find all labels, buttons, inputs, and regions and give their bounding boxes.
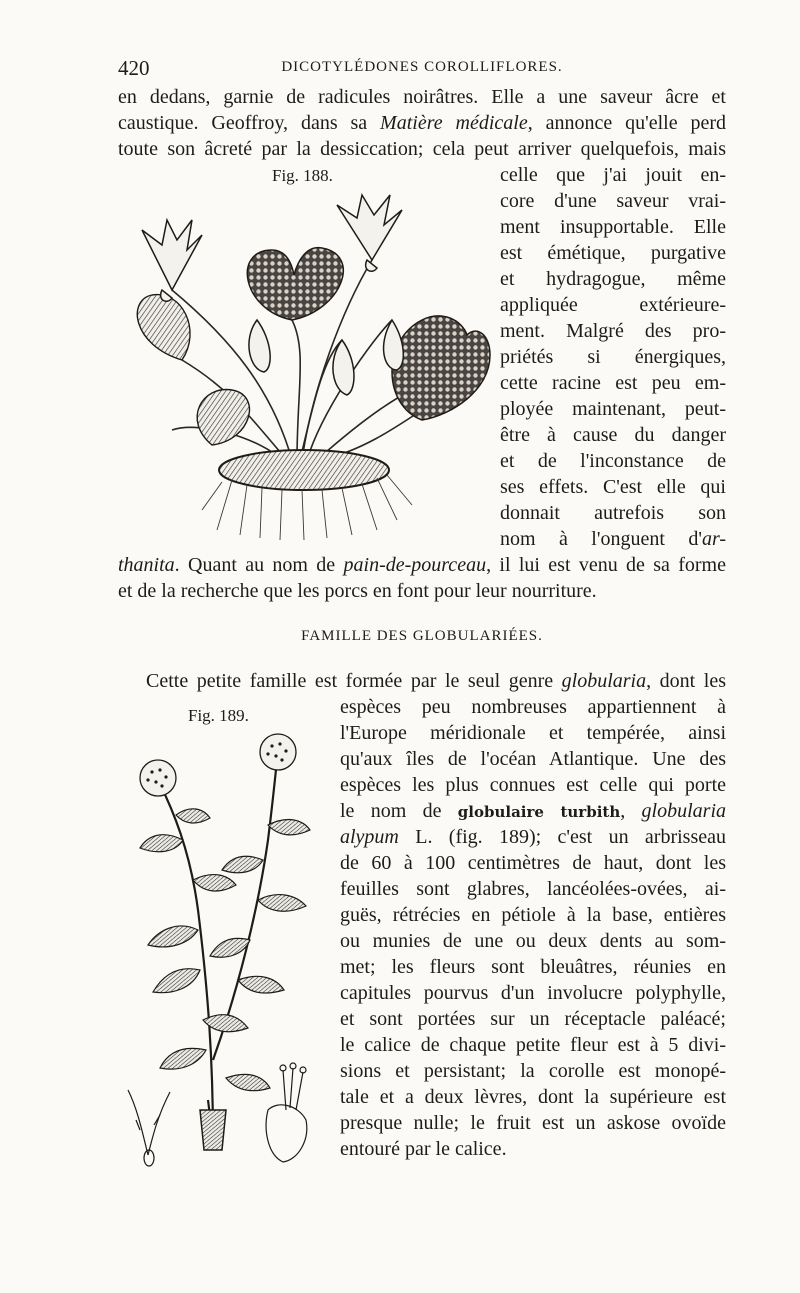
text-line: toute son âcreté par la dessiccation; cela peut arriver quelquefois, mais xyxy=(118,138,726,160)
text-line: presque nulle; le fruit est un askose ovoïde xyxy=(340,1112,726,1134)
text-line: entouré par le calice. xyxy=(340,1138,507,1160)
text-line: qu'aux îles de l'océan Atlantique. Une des xyxy=(340,748,726,770)
figure-189-caption: Fig. 189. xyxy=(188,706,249,725)
text-line: feuilles sont glabres, lancéolées-ovées, ai- xyxy=(340,878,726,900)
page-number: 420 xyxy=(118,56,150,80)
text-line: celle que j'ai jouit en- xyxy=(500,164,726,186)
text-line: guës, rétrécies en pétiole à la base, entières xyxy=(340,904,726,926)
text-line: cette racine est peu em- xyxy=(500,372,726,394)
text-line: alypum L. (fig. 189); c'est un arbrisseau xyxy=(340,826,726,848)
text-line: le nom de globulaire turbith, globularia xyxy=(340,800,726,822)
text-line: et hydragogue, même xyxy=(500,268,726,290)
text-line: ment insupportable. Elle xyxy=(500,216,726,238)
text-line: et de l'inconstance de xyxy=(500,450,726,472)
text-line: sions et persistant; la corolle est monopé- xyxy=(340,1060,726,1082)
text-line: le calice de chaque petite fleur est à 5 divi- xyxy=(340,1034,726,1056)
text-line: thanita. Quant au nom de pain-de-pourceau, il lui est venu de sa forme xyxy=(118,554,726,576)
text-line: l'Europe méridionale et tempérée, ainsi xyxy=(340,722,726,744)
text-line: ployée maintenant, peut- xyxy=(500,398,726,420)
text-line: met; les fleurs sont bleuâtres, réunies en xyxy=(340,956,726,978)
text-line: tale et a deux lèvres, dont la supérieure est xyxy=(340,1086,726,1108)
text-line: core d'une saveur vrai- xyxy=(500,190,726,212)
text-line: appliquée extérieure- xyxy=(500,294,726,316)
figure-188-caption: Fig. 188. xyxy=(272,166,333,185)
text-line: et de la recherche que les porcs en font pour leur nourriture. xyxy=(118,580,597,602)
text-line: espèces peu nombreuses appartiennent à xyxy=(340,696,726,718)
running-header xyxy=(118,56,726,82)
text-line: caustique. Geoffroy, dans sa Matière médicale, annonce qu'elle perd xyxy=(118,112,726,134)
text-line: est émétique, purgative xyxy=(500,242,726,264)
text-line: ses effets. C'est elle qui xyxy=(500,476,726,498)
text-line: ment. Malgré des pro- xyxy=(500,320,726,342)
text-line: ou munies de une ou deux dents au som- xyxy=(340,930,726,952)
text-line: espèces les plus connues est celle qui porte xyxy=(340,774,726,796)
text-line: être à cause du danger xyxy=(500,424,726,446)
text-line: donnait autrefois son xyxy=(500,502,726,524)
cyclamen-illustration xyxy=(122,190,494,542)
text-line: et sont portées sur un réceptacle paléacé; xyxy=(340,1008,726,1030)
globularia-illustration xyxy=(118,730,333,1170)
running-title: DICOTYLÉDONES COROLLIFLORES. xyxy=(281,59,563,75)
text-line: priétés si énergiques, xyxy=(500,346,726,368)
text-line: nom à l'onguent d'ar- xyxy=(500,528,726,550)
text-line: de 60 à 100 centimètres de haut, dont les xyxy=(340,852,726,874)
section-title: FAMILLE DES GLOBULARIÉES. xyxy=(301,628,543,644)
text-line: capitules pourvus d'un involucre polyphylle, xyxy=(340,982,726,1004)
text-line: Cette petite famille est formée par le seul genre globularia, dont les xyxy=(146,670,726,692)
text-line: en dedans, garnie de radicules noirâtres. Elle a une saveur âcre et xyxy=(118,86,726,108)
